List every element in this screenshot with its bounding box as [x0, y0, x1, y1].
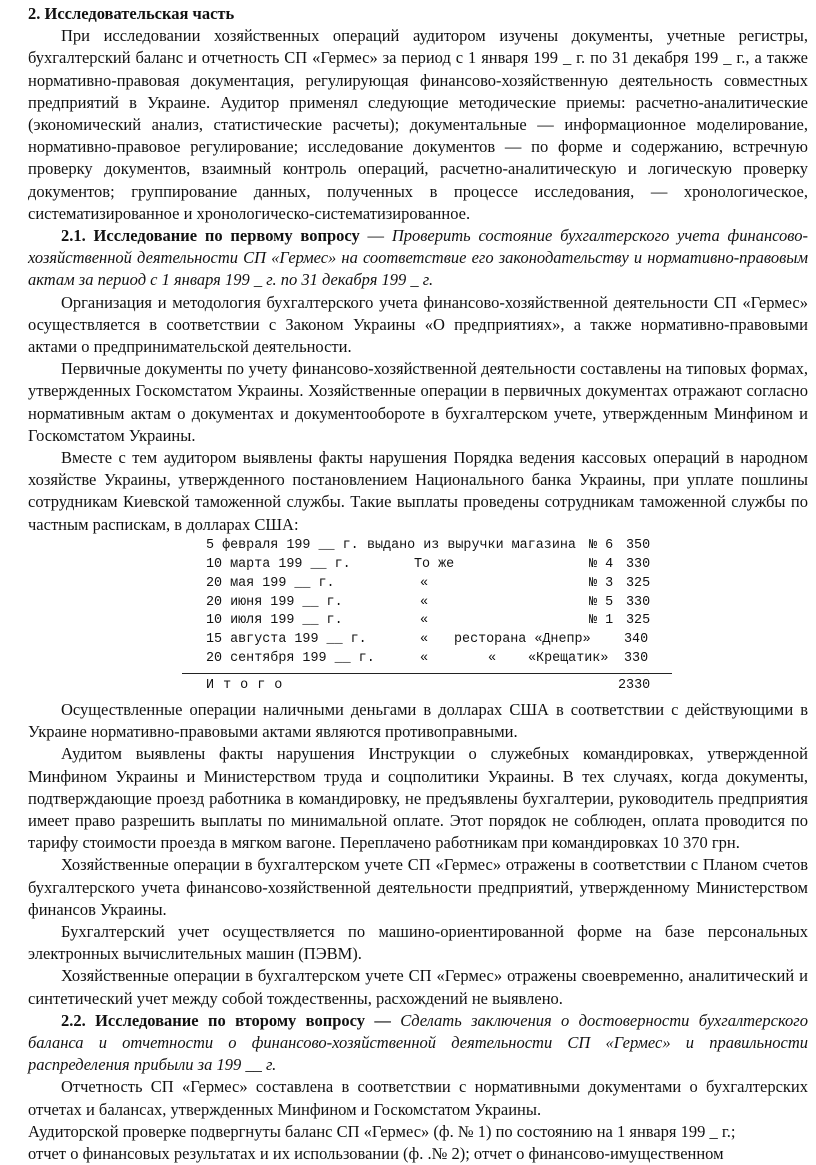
- payment-amount: 325: [626, 613, 651, 629]
- q1-paragraph: Хозяйственные операции в бухгалтерском учете СП «Гермес» отражены в соответствии с Планом счетов бухгалтерского учета финансово-хозяйственной деятельности предприятий, утвержденному Министерством финансов Украины.: [28, 855, 808, 919]
- payment-desc-ditto: «: [488, 651, 497, 667]
- payment-amount: 330: [626, 556, 651, 572]
- payment-date: 20 мая 199 __ г.: [206, 575, 335, 591]
- payment-date: 10 марта 199 __ г.: [206, 556, 351, 572]
- q2-paragraph: отчет о финансовых результатах и их использовании (ф. .№ 2); отчет о финансово-имущественном: [28, 1144, 724, 1164]
- payment-date: 20 июня 199 __ г.: [206, 594, 343, 610]
- payment-amount: 330: [624, 651, 649, 667]
- payment-number: № 6: [589, 537, 614, 553]
- total-label: И т о г о: [206, 678, 283, 694]
- q1-heading-italic: Проверить состояние бухгалтерского учета финансово-хозяйственной деятельности СП «Гермес» на соответствие его законодательству и нормативно-правовым актам за период с 1 января 199 _ г. по 31 декабря 199 _ г.: [28, 226, 808, 290]
- table-row: [206, 612, 689, 631]
- q1-paragraph: Хозяйственные операции в бухгалтерском учете СП «Гермес» отражены своевременно, аналитический и синтетический учет между собой тождественны, расхождений не выявлено.: [28, 966, 808, 1008]
- q1-heading-dash: —: [359, 226, 392, 246]
- payment-date: 5 февраля 199 __ г.: [206, 537, 359, 553]
- payment-amount: 350: [626, 537, 651, 553]
- payment-number: № 5: [589, 594, 614, 610]
- payment-date: 15 августа 199 __ г.: [206, 632, 367, 648]
- table-row: [206, 537, 689, 556]
- table-row: [206, 594, 689, 613]
- payment-desc: «: [420, 594, 429, 610]
- q1-heading: [28, 225, 808, 292]
- q1-paragraph: Осуществленные операции наличными деньгами в долларах США в соответствии с действующими в Украине нормативно-правовыми актами являются противоправными.: [28, 700, 808, 742]
- payment-date: 10 июля 199 __ г.: [206, 613, 343, 629]
- payment-desc: выдано из выручки магазина: [367, 537, 576, 553]
- q1-heading-bold: 2.1. Исследование по первому вопросу: [61, 226, 360, 246]
- payment-desc: «: [420, 575, 429, 591]
- payment-number: № 4: [589, 556, 614, 572]
- table-divider: [182, 673, 672, 674]
- payment-desc-place: ресторана «Днепр»: [454, 632, 591, 648]
- q1-paragraph: Аудитом выявлены факты нарушения Инструкции о служебных командировках, утвержденной Минфином Украины и Министерством труда и соцполитики Украины. В тех случаях, когда документы, подтверждающие проезд работника в командировку, не предъявлены бухгалтерии, руководитель предприятия имеет право разрешить выплаты по минимальной оплате. Этот порядок не соблюден, оплата проводится по тарифу стоимости проезда в мягком вагоне. Переплачено работникам при командировках 10 370 грн.: [28, 744, 808, 853]
- total-value: 2330: [618, 678, 651, 694]
- payment-desc: То же: [414, 556, 455, 572]
- q1-paragraph: Первичные документы по учету финансово-хозяйственной деятельности составлены на типовых формах, утвержденных Госкомстатом Украины. Хозяйственные операции в первичных документах отражают согласно нормативным актам о документах и документообороте в бухгалтерском учете, утвержденным Минфином и Госкомстатом Украины.: [28, 359, 808, 445]
- payment-date: 20 сентября 199 __ г.: [206, 651, 375, 667]
- payment-desc-place: «Крещатик»: [528, 651, 609, 667]
- intro-paragraph: При исследовании хозяйственных операций аудитором изучены документы, учетные регистры, бухгалтерский баланс и отчетность СП «Гермес» за период с 1 января 199 _ г. по 31 декабря 199 _ г., а также нормативно-правовая документация, регулирующая финансово-хозяйственную деятельность совместных предприятий в Украине. Аудитор применял следующие методические приемы: расчетно-аналитические (экономический анализ, статистические расчеты); документальные — информационное моделирование, нормативно-правовое регулирование; исследование документов — по форме и содержанию, встречную проверку документов, взаимный контроль операций, расчетно-аналитическую и логическую проверку документов; группирование данных, полученных в процессе исследования, — хронологическое, систематизированное и хронологическо-систематизированное.: [28, 26, 808, 223]
- table-row: [206, 631, 689, 650]
- payment-desc: «: [420, 613, 429, 629]
- q2-paragraph: Отчетность СП «Гермес» составлена в соответствии с нормативными документами о бухгалтерских отчетах и балансах, утвержденных Минфином и Госкомстатом Украины.: [28, 1077, 808, 1119]
- payments-table: [206, 537, 689, 696]
- table-row: [206, 575, 689, 594]
- q1-paragraph: Организация и методология бухгалтерского учета финансово-хозяйственной деятельности СП «Гермес» осуществляется в соответствии с Законом Украины «О предприятиях», а также нормативно-правовыми актами о предпринимательской деятельности.: [28, 292, 808, 357]
- q1-paragraph: Бухгалтерский учет осуществляется по машино-ориентированной форме на базе персональных электронных вычислительных машин (ПЭВМ).: [28, 922, 808, 964]
- section-heading: 2. Исследовательская часть: [28, 4, 235, 23]
- table-row: [206, 556, 689, 575]
- payment-amount: 325: [626, 575, 651, 591]
- payment-amount: 330: [626, 594, 651, 610]
- payment-number: № 1: [589, 613, 614, 629]
- payment-amount: 340: [624, 632, 649, 648]
- q1-paragraph: Вместе с тем аудитором выявлены факты нарушения Порядка ведения кассовых операций в народном хозяйстве Украины, утвержденного постановлением Национального банка Украины, при уплате пошлины сотрудникам Киевской таможенной службы. Такие выплаты проведены сотрудникам таможенной службы по частным распискам, в долларах США:: [28, 448, 808, 534]
- payment-number: № 3: [589, 575, 614, 591]
- payment-desc: «: [420, 651, 429, 667]
- q2-heading-bold: 2.2. Исследование по второму вопросу —: [61, 1010, 401, 1030]
- q2-heading-italic: Сделать заключения о достоверности бухгалтерского баланса и отчетности о финансово-хозяйственной деятельности СП «Гермес» и правильности распределения прибыли за 199 __ г.: [28, 1010, 808, 1075]
- q2-heading: [28, 1010, 808, 1077]
- payment-desc: «: [420, 632, 429, 648]
- table-total-row: [206, 677, 689, 696]
- table-row: [206, 650, 689, 669]
- q2-paragraph: Аудиторской проверке подвергнуты баланс СП «Гермес» (ф. № 1) по состоянию на 1 января 199 _ г.;: [28, 1121, 736, 1141]
